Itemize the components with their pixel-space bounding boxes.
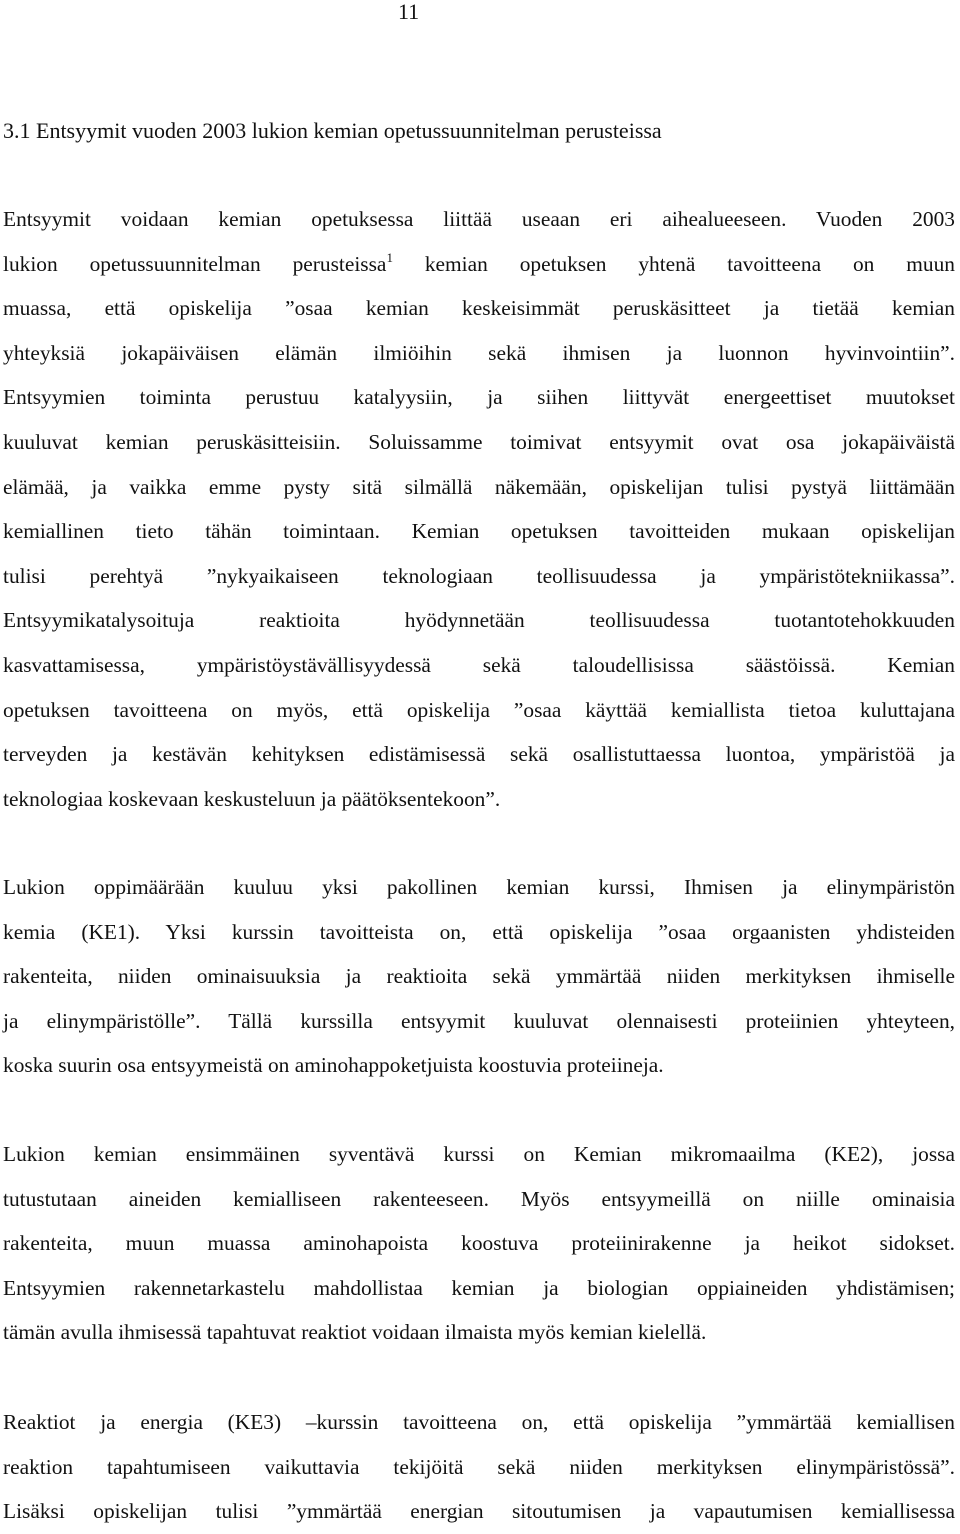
paragraph-1	[3, 197, 955, 821]
paragraph-3	[3, 1132, 955, 1355]
text-line: opetuksen tavoitteena on myös, että opiskelija ”osaa käyttää kemiallista tietoa kuluttajana	[3, 697, 955, 722]
footnote-ref: 1	[386, 249, 393, 265]
text-line: Reaktiot ja energia (KE3) –kurssin tavoitteena on, että opiskelija ”ymmärtää kemiallisen	[3, 1410, 955, 1434]
text-line: kuuluvat kemian peruskäsitteisiin. Soluissamme toimivat entsyymit ovat osa jokapäiväistä	[3, 429, 955, 454]
text-line: muassa, että opiskelija ”osaa kemian keskeisimmät peruskäsitteet ja tietää kemian	[3, 296, 955, 321]
text-line: tutustutaan aineiden kemialliseen rakenteeseen. Myös entsyymeillä on niille ominaisia	[3, 1186, 955, 1211]
text-line: terveyden ja kestävän kehityksen edistämisessä sekä osallistuttaessa luontoa, ympäristöä ja	[3, 742, 955, 767]
text-line: Lisäksi opiskelijan tulisi ”ymmärtää energian sitoutumisen ja vapautumisen kemiallisessa	[3, 1499, 955, 1524]
section-heading: 3.1 Entsyymit vuoden 2003 lukion kemian opetussuunnitelman perusteissa	[3, 118, 662, 143]
page-number: 11	[398, 0, 420, 24]
text-line: Entsyymit voidaan kemian opetuksessa liittää useaan eri aihealueeseen. Vuoden 2003	[3, 207, 955, 231]
paragraph-4	[3, 1400, 955, 1534]
text-line: elämää, ja vaikka emme pysty sitä silmällä näkemään, opiskelijan tulisi pystyä liittämään	[3, 474, 955, 499]
text-line: Entsyymien rakennetarkastelu mahdollistaa kemian ja biologian oppiaineiden yhdistämisen;	[3, 1275, 955, 1300]
text-line	[3, 242, 955, 287]
text-line: Entsyymien toiminta perustuu katalyysiin, ja siihen liittyvät energeettiset muutokset	[3, 385, 955, 410]
text-line: yhteyksiä jokapäiväisen elämän ilmiöihin sekä ihmisen ja luonnon hyvinvointiin”.	[3, 340, 955, 365]
text-line: koska suurin osa entsyymeistä on aminohappoketjuista koostuvia proteiineja.	[3, 1053, 664, 1078]
text-line: kasvattamisessa, ympäristöystävällisyydessä sekä taloudellisissa säästöissä. Kemian	[3, 652, 955, 677]
text-line: Lukion kemian ensimmäinen syventävä kurssi on Kemian mikromaailma (KE2), jossa	[3, 1142, 955, 1166]
text-line: kemiallinen tieto tähän toimintaan. Kemian opetuksen tavoitteiden mukaan opiskelijan	[3, 519, 955, 544]
paragraph-2	[3, 865, 955, 1088]
text-line: tulisi perehtyä ”nykyaikaiseen teknologiaan teollisuudessa ja ympäristötekniikassa”.	[3, 563, 955, 588]
text-line: Lukion oppimäärään kuuluu yksi pakollinen kemian kurssi, Ihmisen ja elinympäristön	[3, 875, 955, 899]
text-segment: kemian opetuksen yhtenä tavoitteena on muun	[424, 251, 955, 276]
text-line: ja elinympäristölle”. Tällä kurssilla entsyymit kuuluvat olennaisesti proteiinien yhteyteen,	[3, 1008, 955, 1033]
text-segment: lukion opetussuunnitelman perusteissa	[3, 251, 387, 276]
text-line: rakenteita, muun muassa aminohapoista koostuva proteiinirakenne ja heikot sidokset.	[3, 1231, 955, 1256]
text-line: reaktion tapahtumiseen vaikuttavia tekijöitä sekä niiden merkityksen elinympäristössä”.	[3, 1454, 955, 1479]
text-line: Entsyymikatalysoituja reaktioita hyödynnetään teollisuudessa tuotantotehokkuuden	[3, 608, 955, 633]
text-line: rakenteita, niiden ominaisuuksia ja reaktioita sekä ymmärtää niiden merkityksen ihmiselle	[3, 964, 955, 989]
text-line: kemia (KE1). Yksi kurssin tavoitteista on, että opiskelija ”osaa orgaanisten yhdisteiden	[3, 919, 955, 944]
text-line: tämän avulla ihmisessä tapahtuvat reaktiot voidaan ilmaista myös kemian kielellä.	[3, 1320, 707, 1345]
text-line: teknologiaa koskevaan keskusteluun ja päätöksentekoon”.	[3, 786, 501, 811]
